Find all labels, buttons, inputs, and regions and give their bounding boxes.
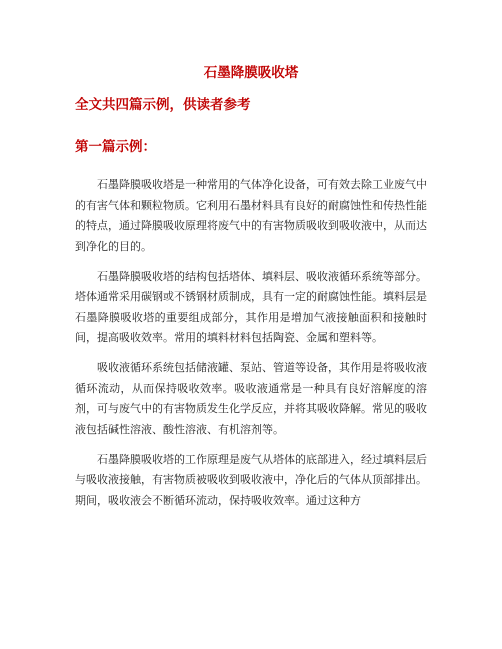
document-subtitle: 全文共四篇示例，供读者参考 bbox=[75, 97, 251, 113]
body-text bbox=[75, 175, 427, 521]
paragraph-2: 石墨降膜吸收塔的结构包括塔体、填料层、吸收液循环系统等部分。塔体通常采用碳钢或不锈钢材质制成，具有一定的耐腐蚀性能。填料层是石墨降膜吸收塔的重要组成部分，其作用是增加气液接触面积和接触时间，提高吸收效率。常用的填料材料包括陶瓷、金属和塑料等。 bbox=[75, 269, 427, 344]
section-heading: 第一篇示例： bbox=[75, 139, 156, 155]
paragraph-1: 石墨降膜吸收塔是一种常用的气体净化设备，可有效去除工业废气中的有害气体和颗粒物质。它利用石墨材料具有良好的耐腐蚀性和传热性能的特点，通过降膜吸收原理将废气中的有害物质吸收到吸收液中，从而达到净化的目的。 bbox=[75, 178, 427, 253]
paragraph-3: 吸收液循环系统包括储液罐、泵站、管道等设备，其作用是将吸收液循环流动，从而保持吸收效率。吸收液通常是一种具有良好溶解度的溶剂，可与废气中的有害物质发生化学反应，并将其吸收降解。常见的吸收液包括碱性溶液、酸性溶液、有机溶剂等。 bbox=[75, 361, 427, 436]
paragraph-4: 石墨降膜吸收塔的工作原理是废气从塔体的底部进入，经过填料层后与吸收液接触，有害物质被吸收到吸收液中，净化后的气体从顶部排出。期间，吸收液会不断循环流动，保持吸收效率。通过这种方 bbox=[75, 452, 427, 507]
document-title: 石墨降膜吸收塔 bbox=[203, 65, 299, 81]
